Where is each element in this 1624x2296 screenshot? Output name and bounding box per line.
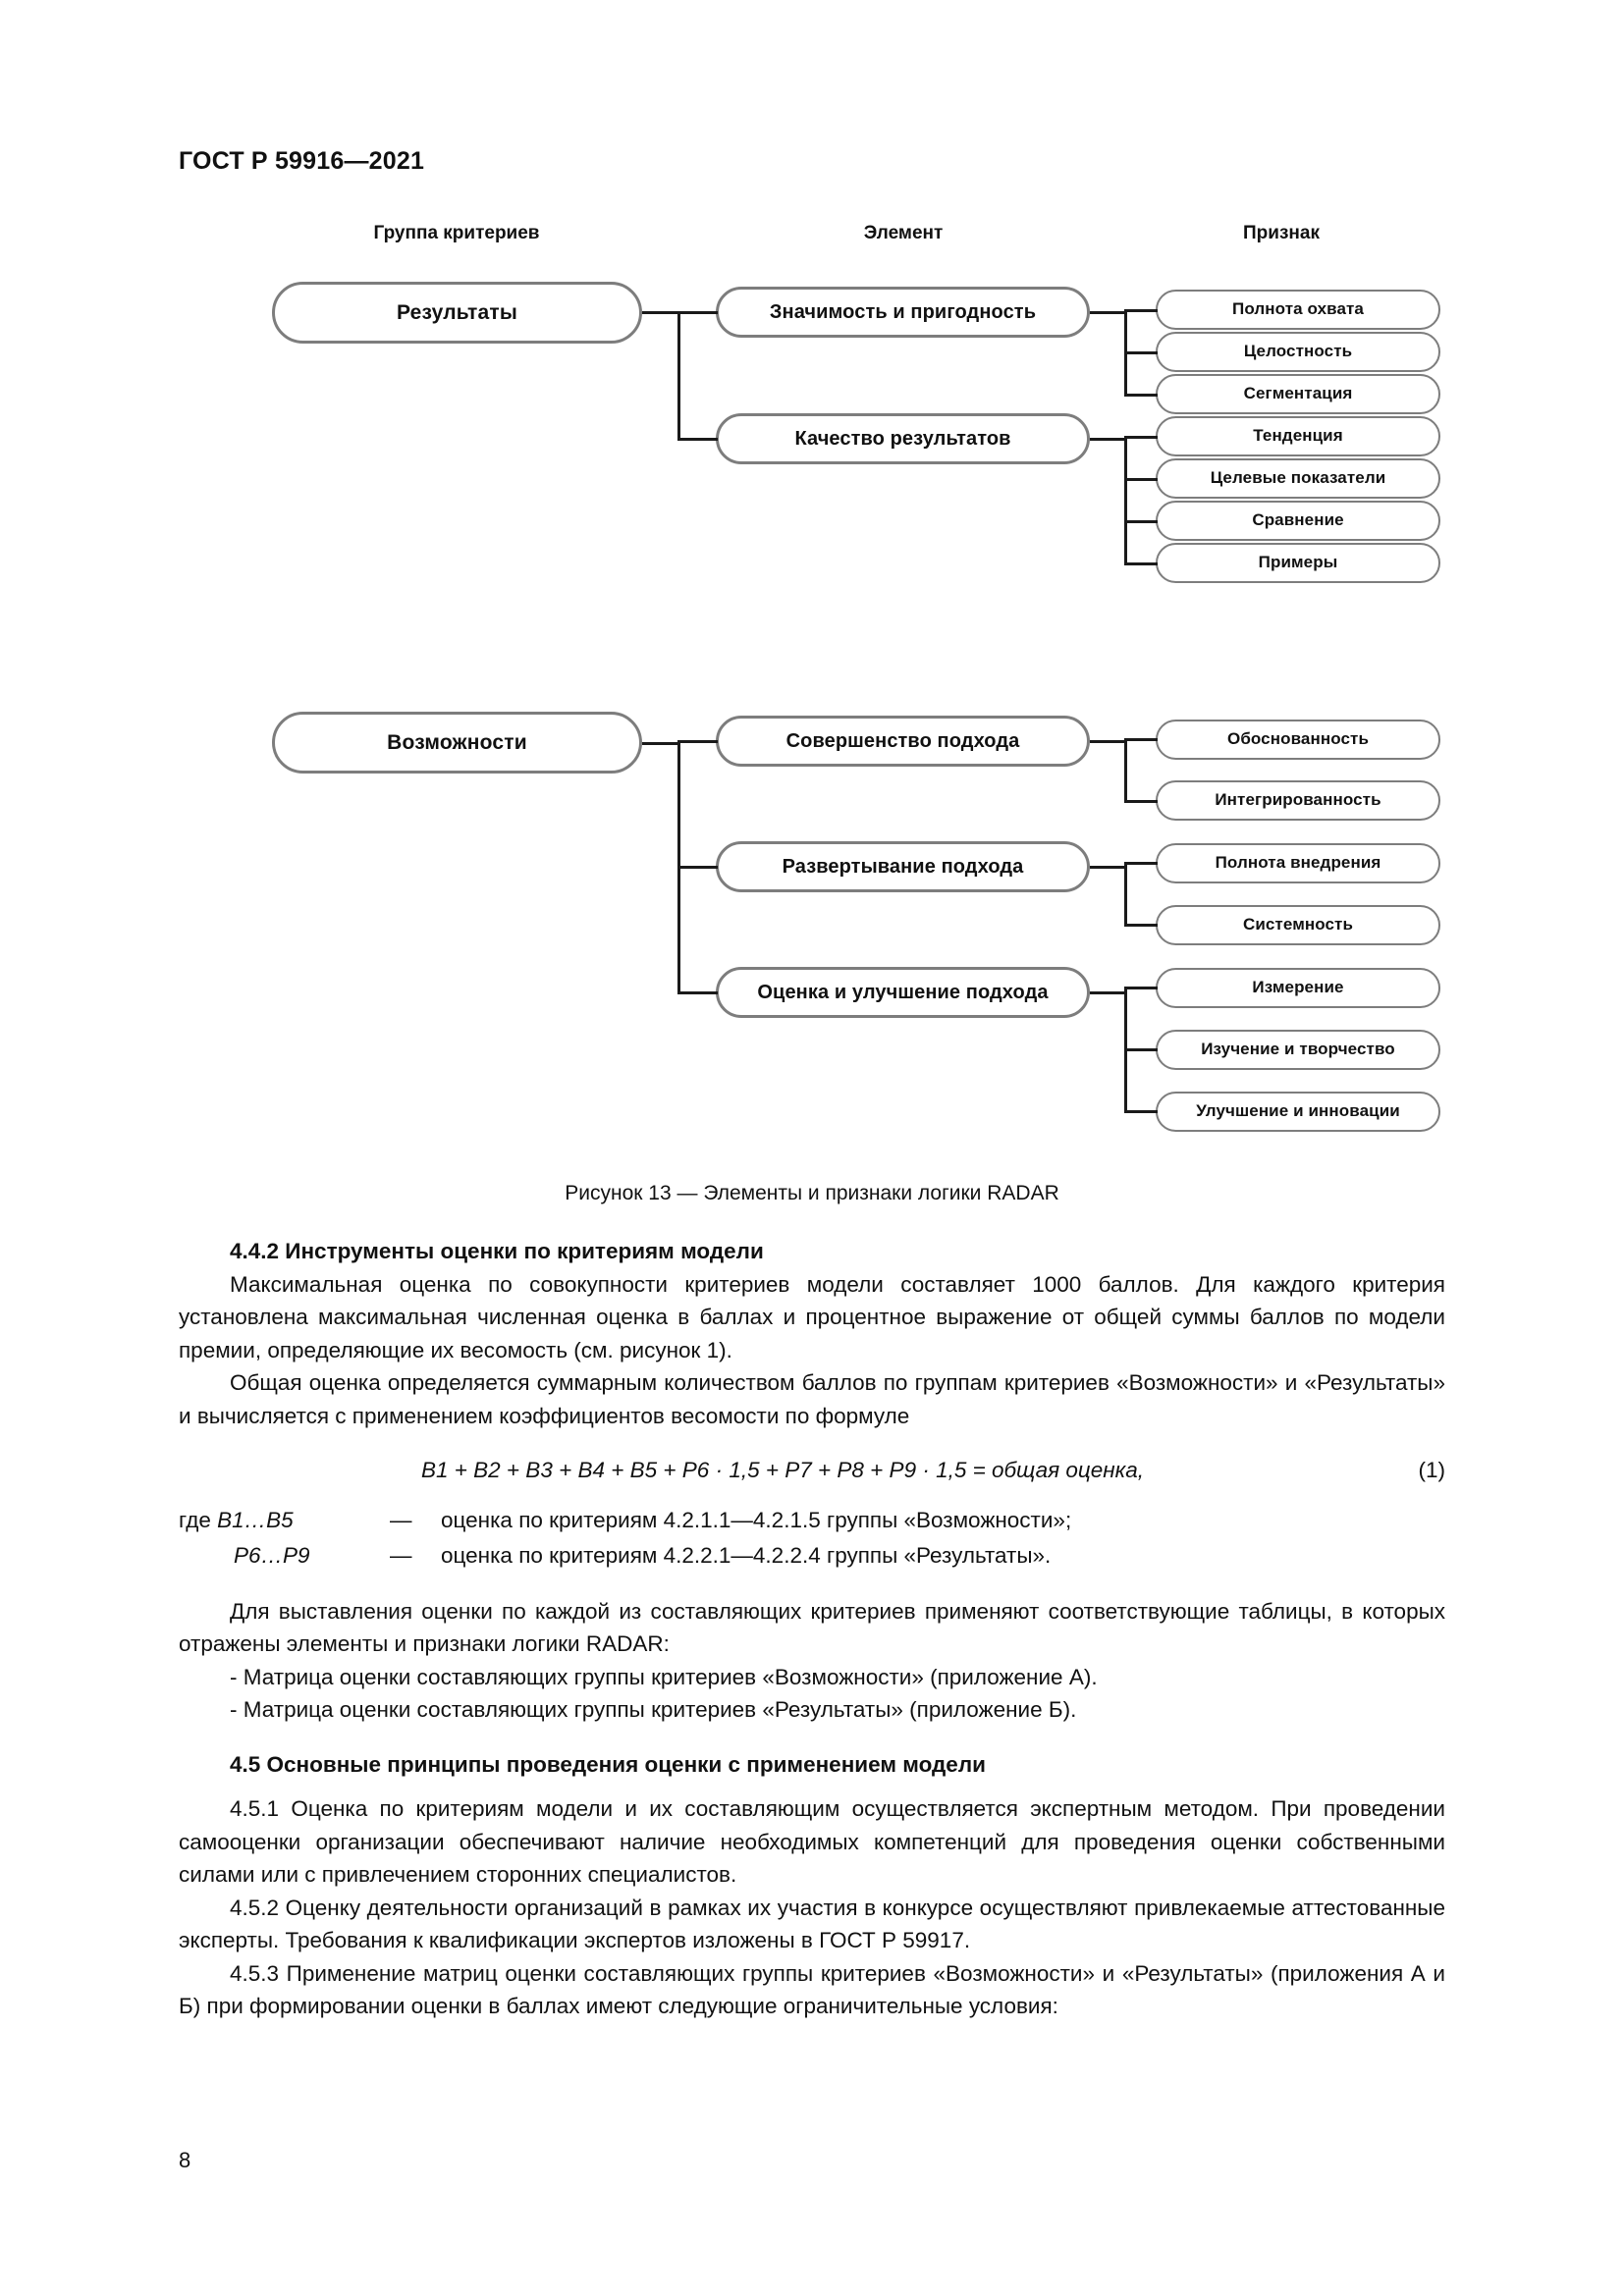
- list-item-enablers-matrix: - Матрица оценки составляющих группы критериев «Возможности» (приложение А).: [230, 1664, 1098, 1689]
- paragraph-4-5-1: 4.5.1 Оценка по критериям модели и их составляющим осуществляется экспертным методом. При проведении самооценки организации обеспечивают наличие необходимых компетенций для проведения оценки собственными силами или с привлечением сторонних специалистов.: [179, 1796, 1445, 1887]
- feature-node-measurement[interactable]: [1156, 968, 1440, 1008]
- where-symbol: [179, 1503, 390, 1538]
- paragraph-4-5-3: 4.5.3 Применение матриц оценки составляющих группы критериев «Возможности» и «Результаты» (приложения А и Б) при формировании оценки в баллах имеют следующие ограничительные условия:: [179, 1960, 1445, 2018]
- column-header-feature: Признак: [1243, 223, 1320, 243]
- connector-line: [1124, 436, 1158, 439]
- connector-line: [1090, 438, 1126, 441]
- where-symbol-text: Р6…Р9: [234, 1542, 310, 1568]
- connector-line: [1090, 311, 1126, 314]
- feature-node-label: Интегрированность: [1215, 790, 1381, 810]
- connector-line: [1124, 862, 1158, 865]
- heading-4-4-2: 4.4.2 Инструменты оценки по критериям модели: [230, 1239, 764, 1263]
- where-definition: оценка по критериям 4.2.2.1—4.2.2.4 группы «Результаты».: [441, 1542, 1052, 1568]
- connector-line: [1090, 740, 1126, 743]
- feature-node-justification[interactable]: [1156, 720, 1440, 760]
- feature-node-label: Целостность: [1243, 342, 1353, 361]
- where-prefix: где: [179, 1507, 211, 1532]
- connector-line: [1124, 987, 1158, 989]
- figure-radar-diagram: [0, 201, 1624, 1212]
- feature-node-trend[interactable]: [1156, 416, 1440, 456]
- feature-node-comparison[interactable]: [1156, 501, 1440, 541]
- connector-line: [1090, 866, 1126, 869]
- feature-node-label: Примеры: [1258, 553, 1338, 572]
- feature-node-label: Сегментация: [1243, 384, 1353, 403]
- element-node-quality[interactable]: [716, 413, 1090, 464]
- connector-line: [1124, 738, 1158, 741]
- column-header-element: Элемент: [863, 223, 944, 243]
- element-node-label: Значимость и пригодность: [769, 301, 1037, 323]
- element-node-label: Оценка и улучшение подхода: [757, 982, 1049, 1003]
- formula-expression: [179, 1454, 1386, 1487]
- feature-node-label: Целевые показатели: [1210, 468, 1386, 488]
- connector-line: [1124, 1048, 1158, 1051]
- connector-line: [1124, 862, 1127, 926]
- connector-line: [1124, 394, 1158, 397]
- where-dash: —: [390, 1507, 412, 1532]
- where-symbol-text: В1…В5: [217, 1507, 294, 1532]
- formula-number: (1): [1418, 1458, 1445, 1482]
- running-head: ГОСТ Р 59916—2021: [179, 147, 425, 175]
- element-node-approach-excellence[interactable]: [716, 716, 1090, 767]
- feature-node-label: Тенденция: [1253, 426, 1343, 446]
- connector-line: [1124, 562, 1158, 565]
- connector-line: [1124, 436, 1127, 563]
- element-node-approach-deployment[interactable]: [716, 841, 1090, 892]
- connector-line: [677, 991, 718, 994]
- page-number: 8: [179, 2148, 191, 2172]
- group-node-label: Результаты: [396, 300, 518, 324]
- where-symbol: [179, 1538, 390, 1574]
- connector-line: [642, 311, 679, 314]
- connector-line: [1124, 520, 1158, 523]
- where-definition: оценка по критериям 4.2.1.1—4.2.1.5 группы «Возможности»;: [441, 1507, 1072, 1532]
- feature-node-label: Обоснованность: [1227, 729, 1369, 749]
- connector-line: [1124, 309, 1158, 312]
- connector-line: [1124, 738, 1127, 802]
- connector-line: [1090, 991, 1126, 994]
- where-block: [179, 1503, 1445, 1574]
- list-item-results-matrix: - Матрица оценки составляющих группы критериев «Результаты» (приложение Б).: [230, 1697, 1077, 1722]
- connector-line: [1124, 924, 1158, 927]
- paragraph-matrices-intro: Для выставления оценки по каждой из составляющих критериев применяют соответствующие таблицы, в которых отражены элементы и признаки логики RADAR:: [179, 1598, 1445, 1656]
- element-node-significance[interactable]: [716, 287, 1090, 338]
- column-header-group: Группа критериев: [373, 223, 540, 243]
- feature-node-coverage[interactable]: [1156, 290, 1440, 330]
- group-node-enablers[interactable]: [272, 712, 642, 774]
- feature-node-label: Измерение: [1252, 978, 1344, 997]
- feature-node-implementation[interactable]: [1156, 843, 1440, 883]
- element-node-label: Совершенство подхода: [785, 730, 1020, 752]
- connector-line: [1124, 800, 1158, 803]
- feature-node-label: Изучение и творчество: [1201, 1040, 1395, 1059]
- connector-line: [677, 311, 680, 440]
- heading-4-5: 4.5 Основные принципы проведения оценки с применением модели: [230, 1751, 986, 1777]
- feature-node-label: Системность: [1242, 915, 1354, 934]
- connector-line: [642, 742, 679, 745]
- group-node-label: Возможности: [387, 730, 527, 754]
- where-row: [179, 1538, 1445, 1574]
- element-node-label: Развертывание подхода: [782, 856, 1024, 878]
- feature-node-improvement[interactable]: [1156, 1092, 1440, 1132]
- paragraph-max-score: Максимальная оценка по совокупности критериев модели составляет 1000 баллов. Для каждого критерия установлена максимальная численная оценка в баллах и процентное выражение от общей суммы баллов по модели премии, определяющие их весомость (см. рисунок 1).: [179, 1271, 1445, 1362]
- feature-node-label: Полнота внедрения: [1215, 853, 1381, 873]
- formula-row: [179, 1454, 1445, 1487]
- body-text: [179, 1235, 1445, 2023]
- feature-node-systematicity[interactable]: [1156, 905, 1440, 945]
- connector-line: [677, 438, 718, 441]
- connector-line: [1124, 1110, 1158, 1113]
- formula-text: В1 + В2 + В3 + В4 + В5 + Р6 · 1,5 + Р7 + Р8 + Р9 · 1,5 = общая оценка,: [420, 1458, 1145, 1482]
- connector-line: [1124, 478, 1158, 481]
- feature-node-integration[interactable]: [1156, 780, 1440, 821]
- where-row: [179, 1503, 1445, 1538]
- feature-node-label: Сравнение: [1252, 510, 1344, 530]
- connector-line: [1124, 351, 1158, 354]
- feature-node-examples[interactable]: [1156, 543, 1440, 583]
- paragraph-4-5-2: 4.5.2 Оценку деятельности организаций в рамках их участия в конкурсе осуществляют привлекаемые аттестованные эксперты. Требования к квалификации экспертов изложены в ГОСТ Р 59917.: [179, 1895, 1445, 1952]
- connector-line: [677, 866, 718, 869]
- where-dash: —: [390, 1542, 412, 1568]
- feature-node-integrity[interactable]: [1156, 332, 1440, 372]
- connector-line: [677, 311, 718, 314]
- group-node-results[interactable]: [272, 282, 642, 344]
- element-node-approach-assessment[interactable]: [716, 967, 1090, 1018]
- feature-node-learning[interactable]: [1156, 1030, 1440, 1070]
- figure-caption: Рисунок 13 — Элементы и признаки логики RADAR: [565, 1182, 1059, 1204]
- connector-line: [677, 740, 718, 743]
- element-node-label: Качество результатов: [794, 428, 1011, 450]
- feature-node-label: Улучшение и инновации: [1196, 1101, 1400, 1121]
- feature-node-targets[interactable]: [1156, 458, 1440, 499]
- paragraph-total-score: Общая оценка определяется суммарным количеством баллов по группам критериев «Возможности» и «Результаты» и вычисляется с применением коэффициентов весомости по формуле: [179, 1370, 1445, 1428]
- feature-node-label: Полнота охвата: [1232, 299, 1364, 319]
- feature-node-segmentation[interactable]: [1156, 374, 1440, 414]
